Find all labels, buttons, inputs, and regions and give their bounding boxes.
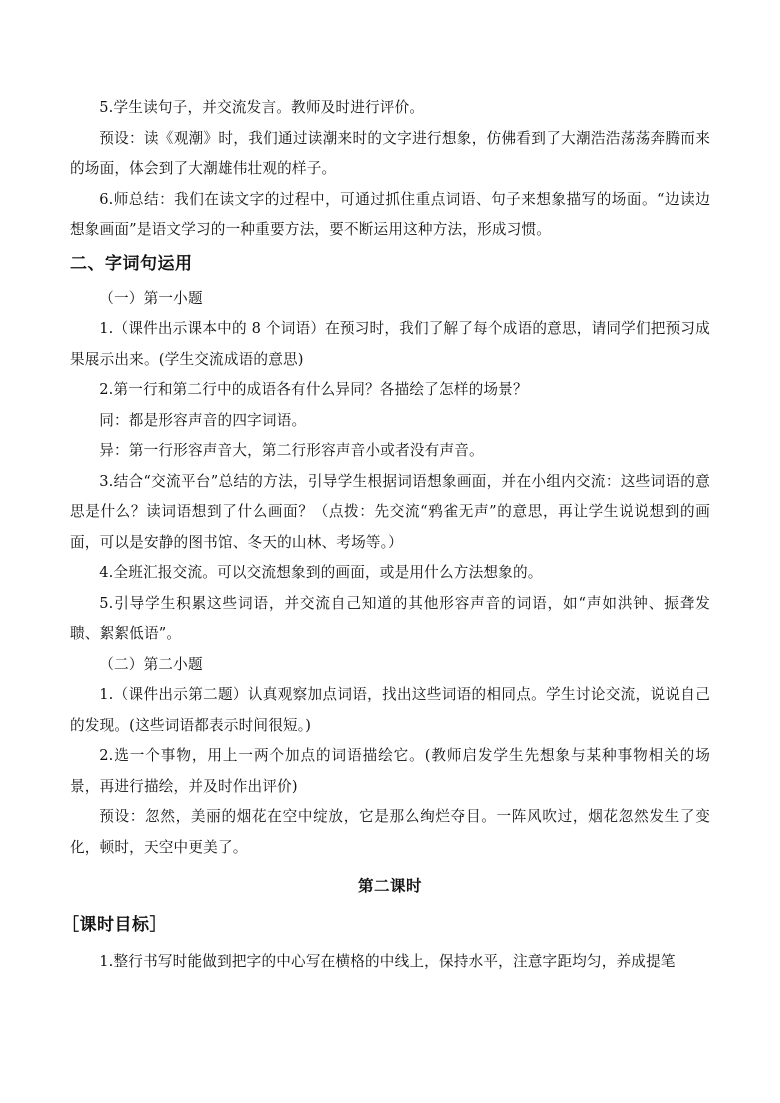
paragraph-q1-step-5: 5.引导学生积累这些词语，并交流自己知道的其他形容声音的词语，如“声如洪钟、振聋发聩、絮絮低语”。 [70, 594, 710, 642]
subsection-heading-question-2: （二）第二小题 [99, 655, 203, 673]
paragraph-step-5: 5.学生读句子，并交流发言。教师及时进行评价。 [99, 99, 425, 116]
paragraph-step-6-summary: 6.师总结：我们在读文字的过程中，可通过抓住重点词语、句子来想象描写的场面。“边读边想象画面”是语文学习的一种重要方法，要不断运用这种方法，形成习惯。 [70, 190, 710, 238]
lesson-2-title: 第二课时 [357, 877, 422, 895]
paragraph-q1-step-3: 3.结合“交流平台”总结的方法，引导学生根据词语想象画面，并在小组内交流：这些词语的意思是什么？读词语想到了什么画面？（点拨：先交流“鸦雀无声”的意思，再让学生说说想到的画面，可以是安静的图书馆、冬天的山林、考场等。） [70, 472, 710, 551]
paragraph-q1-different: 异：第一行形容声音大，第二行形容声音小或者没有声音。 [99, 442, 484, 459]
document-body [62, 93, 710, 978]
paragraph-q1-same: 同：都是形容声音的四字词语。 [99, 411, 307, 429]
subsection-heading-question-1: （一）第一小题 [99, 289, 203, 307]
paragraph-goal-1: 1.整行书写时能做到把字的中心写在横格的中线上，保持水平，注意字距均匀，养成提笔 [99, 953, 676, 970]
paragraph-q1-step-1: 1.（课件出示课本中的 8 个词语）在预习时，我们了解了每个成语的意思，请同学们把预习成果展示出来。(学生交流成语的意思) [70, 320, 710, 368]
paragraph-q2-step-2: 2.选一个事物，用上一两个加点的词语描绘它。(教师启发学生先想象与某种事物相关的场景，再进行描绘，并及时作出评价) [70, 747, 710, 795]
paragraph-q2-step-1: 1.（课件出示第二题）认真观察加点词语，找出这些词语的相同点。学生讨论交流，说说自己的发现。(这些词语都表示时间很短。) [70, 686, 710, 734]
paragraph-q1-step-4: 4.全班汇报交流。可以交流想象到的画面，或是用什么方法想象的。 [99, 564, 543, 581]
section-heading-word-usage: 二、字词句运用 [70, 253, 193, 274]
paragraph-q1-step-2: 2.第一行和第二行中的成语各有什么异同？各描绘了怎样的场景？ [99, 381, 528, 398]
paragraph-q2-preset: 预设：忽然，美丽的烟花在空中绽放，它是那么绚烂夺目。一阵风吹过，烟花忽然发生了变化，顿时，天空中更美了。 [70, 808, 710, 856]
paragraph-preset-guanchao: 预设：读《观潮》时，我们通过读潮来时的文字进行想象，仿佛看到了大潮浩浩荡荡奔腾而来的场面，体会到了大潮雄伟壮观的样子。 [70, 129, 710, 177]
lesson-goals-heading: ［课时目标］ [62, 915, 167, 935]
